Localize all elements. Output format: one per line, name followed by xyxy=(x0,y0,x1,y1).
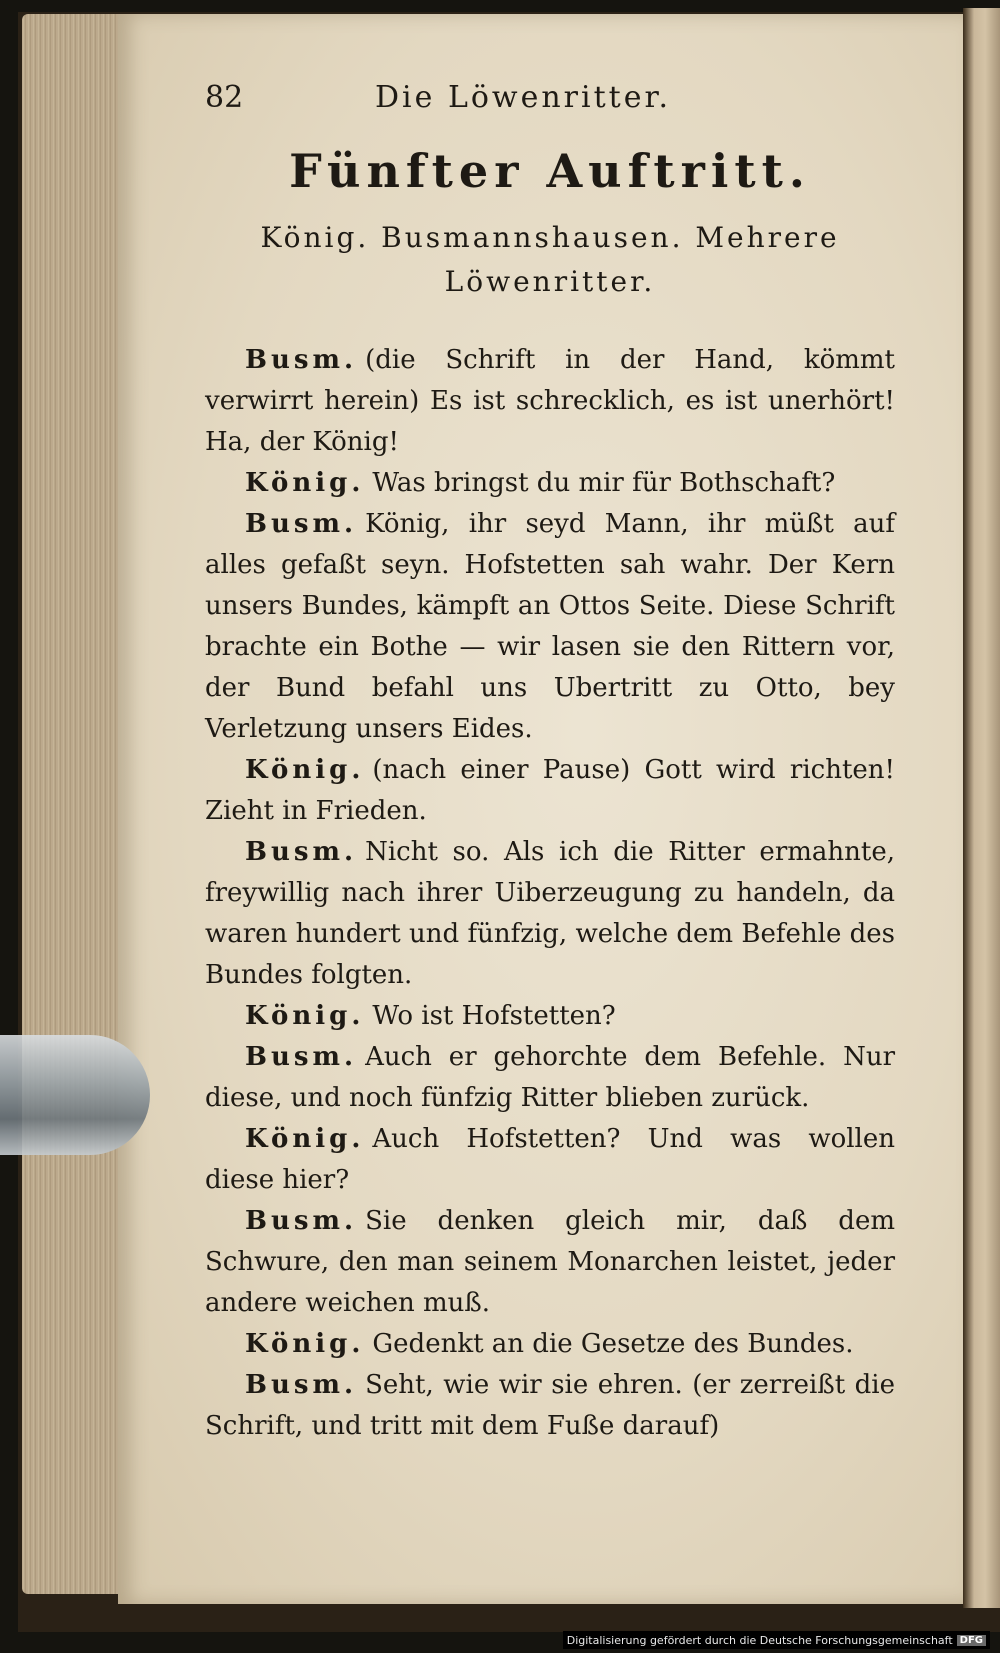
right-page-edge xyxy=(963,8,1000,1608)
speaker-name: König. xyxy=(245,1124,365,1154)
speaker-name: König. xyxy=(245,468,365,498)
dialogue-paragraph xyxy=(205,996,895,1037)
page-holder-clip xyxy=(0,1035,150,1155)
cast-line: Löwenritter. xyxy=(444,265,656,298)
dialogue-paragraph xyxy=(205,463,895,504)
running-head xyxy=(205,80,895,130)
speech-text: Wo ist Hofstetten? xyxy=(372,1001,616,1031)
dialogue-paragraph xyxy=(205,1324,895,1365)
speech-text: (nach einer Pause) Gott wird richten! Zieht in Frieden. xyxy=(205,755,895,826)
dialogue-paragraph xyxy=(205,1119,895,1201)
page-text xyxy=(205,80,895,1447)
dialogue-paragraph xyxy=(205,504,895,750)
speaker-name: Busm. xyxy=(245,1370,358,1400)
speech-text: Seht, wie wir sie ehren. (er zerreißt die Schrift, und tritt mit dem Fuße darauf) xyxy=(205,1370,895,1441)
scene-title: Fünfter Auftritt. xyxy=(289,144,811,198)
digitization-footer xyxy=(563,1631,990,1649)
cast-line: König. Busmannshausen. Mehrere xyxy=(260,221,840,254)
dfg-logo: DFG xyxy=(957,1635,986,1646)
running-title: Die Löwenritter. xyxy=(375,80,672,115)
speaker-name: Busm. xyxy=(245,1042,358,1072)
speech-text: Gedenkt an die Gesetze des Bundes. xyxy=(372,1329,854,1359)
dialogue-paragraph xyxy=(205,750,895,832)
page-edges xyxy=(22,14,130,1594)
speaker-name: Busm. xyxy=(245,509,358,539)
dialogue-paragraph xyxy=(205,1037,895,1119)
dialogue-paragraph xyxy=(205,832,895,996)
speaker-name: König. xyxy=(245,1329,365,1359)
speaker-name: Busm. xyxy=(245,345,358,375)
speaker-name: Busm. xyxy=(245,837,358,867)
speech-text: Nicht so. Als ich die Ritter ermahnte, freywillig nach ihrer Uiberzeugung zu handeln, da waren hundert und fünfzig, welche dem Befehle des Bundes folgten. xyxy=(205,837,895,990)
speech-text: König, ihr seyd Mann, ihr müßt auf alles gefaßt seyn. Hofstetten sah wahr. Der Kern unsers Bundes, kämpft an Ottos Seite. Diese Schrift brachte ein Bothe — wir lasen sie den Rittern vor, der Bund befahl uns Ubertritt zu Otto, bey Verletzung unsers Eides. xyxy=(205,509,895,744)
dialogue-paragraph xyxy=(205,1201,895,1324)
cast-list xyxy=(205,216,895,304)
speaker-name: König. xyxy=(245,1001,365,1031)
speech-text: Was bringst du mir für Bothschaft? xyxy=(372,468,836,498)
dialogue xyxy=(205,340,895,1447)
dialogue-paragraph xyxy=(205,340,895,463)
speaker-name: Busm. xyxy=(245,1206,358,1236)
speech-text: (die Schrift in der Hand, kömmt verwirrt herein) Es ist schrecklich, es ist unerhört! Ha, der König! xyxy=(205,345,895,457)
speaker-name: König. xyxy=(245,755,365,785)
dialogue-paragraph xyxy=(205,1365,895,1447)
speech-text: Sie denken gleich mir, daß dem Schwure, den man seinem Monarchen leistet, jeder andere weichen muß. xyxy=(205,1206,895,1318)
page-number: 82 xyxy=(205,80,244,115)
speech-text: Auch Hofstetten? Und was wollen diese hier? xyxy=(205,1124,895,1195)
footer-text: Digitalisierung gefördert durch die Deutsche Forschungsgemeinschaft xyxy=(566,1633,953,1647)
speech-text: Auch er gehorchte dem Befehle. Nur diese, und noch fünfzig Ritter blieben zurück. xyxy=(205,1042,895,1113)
